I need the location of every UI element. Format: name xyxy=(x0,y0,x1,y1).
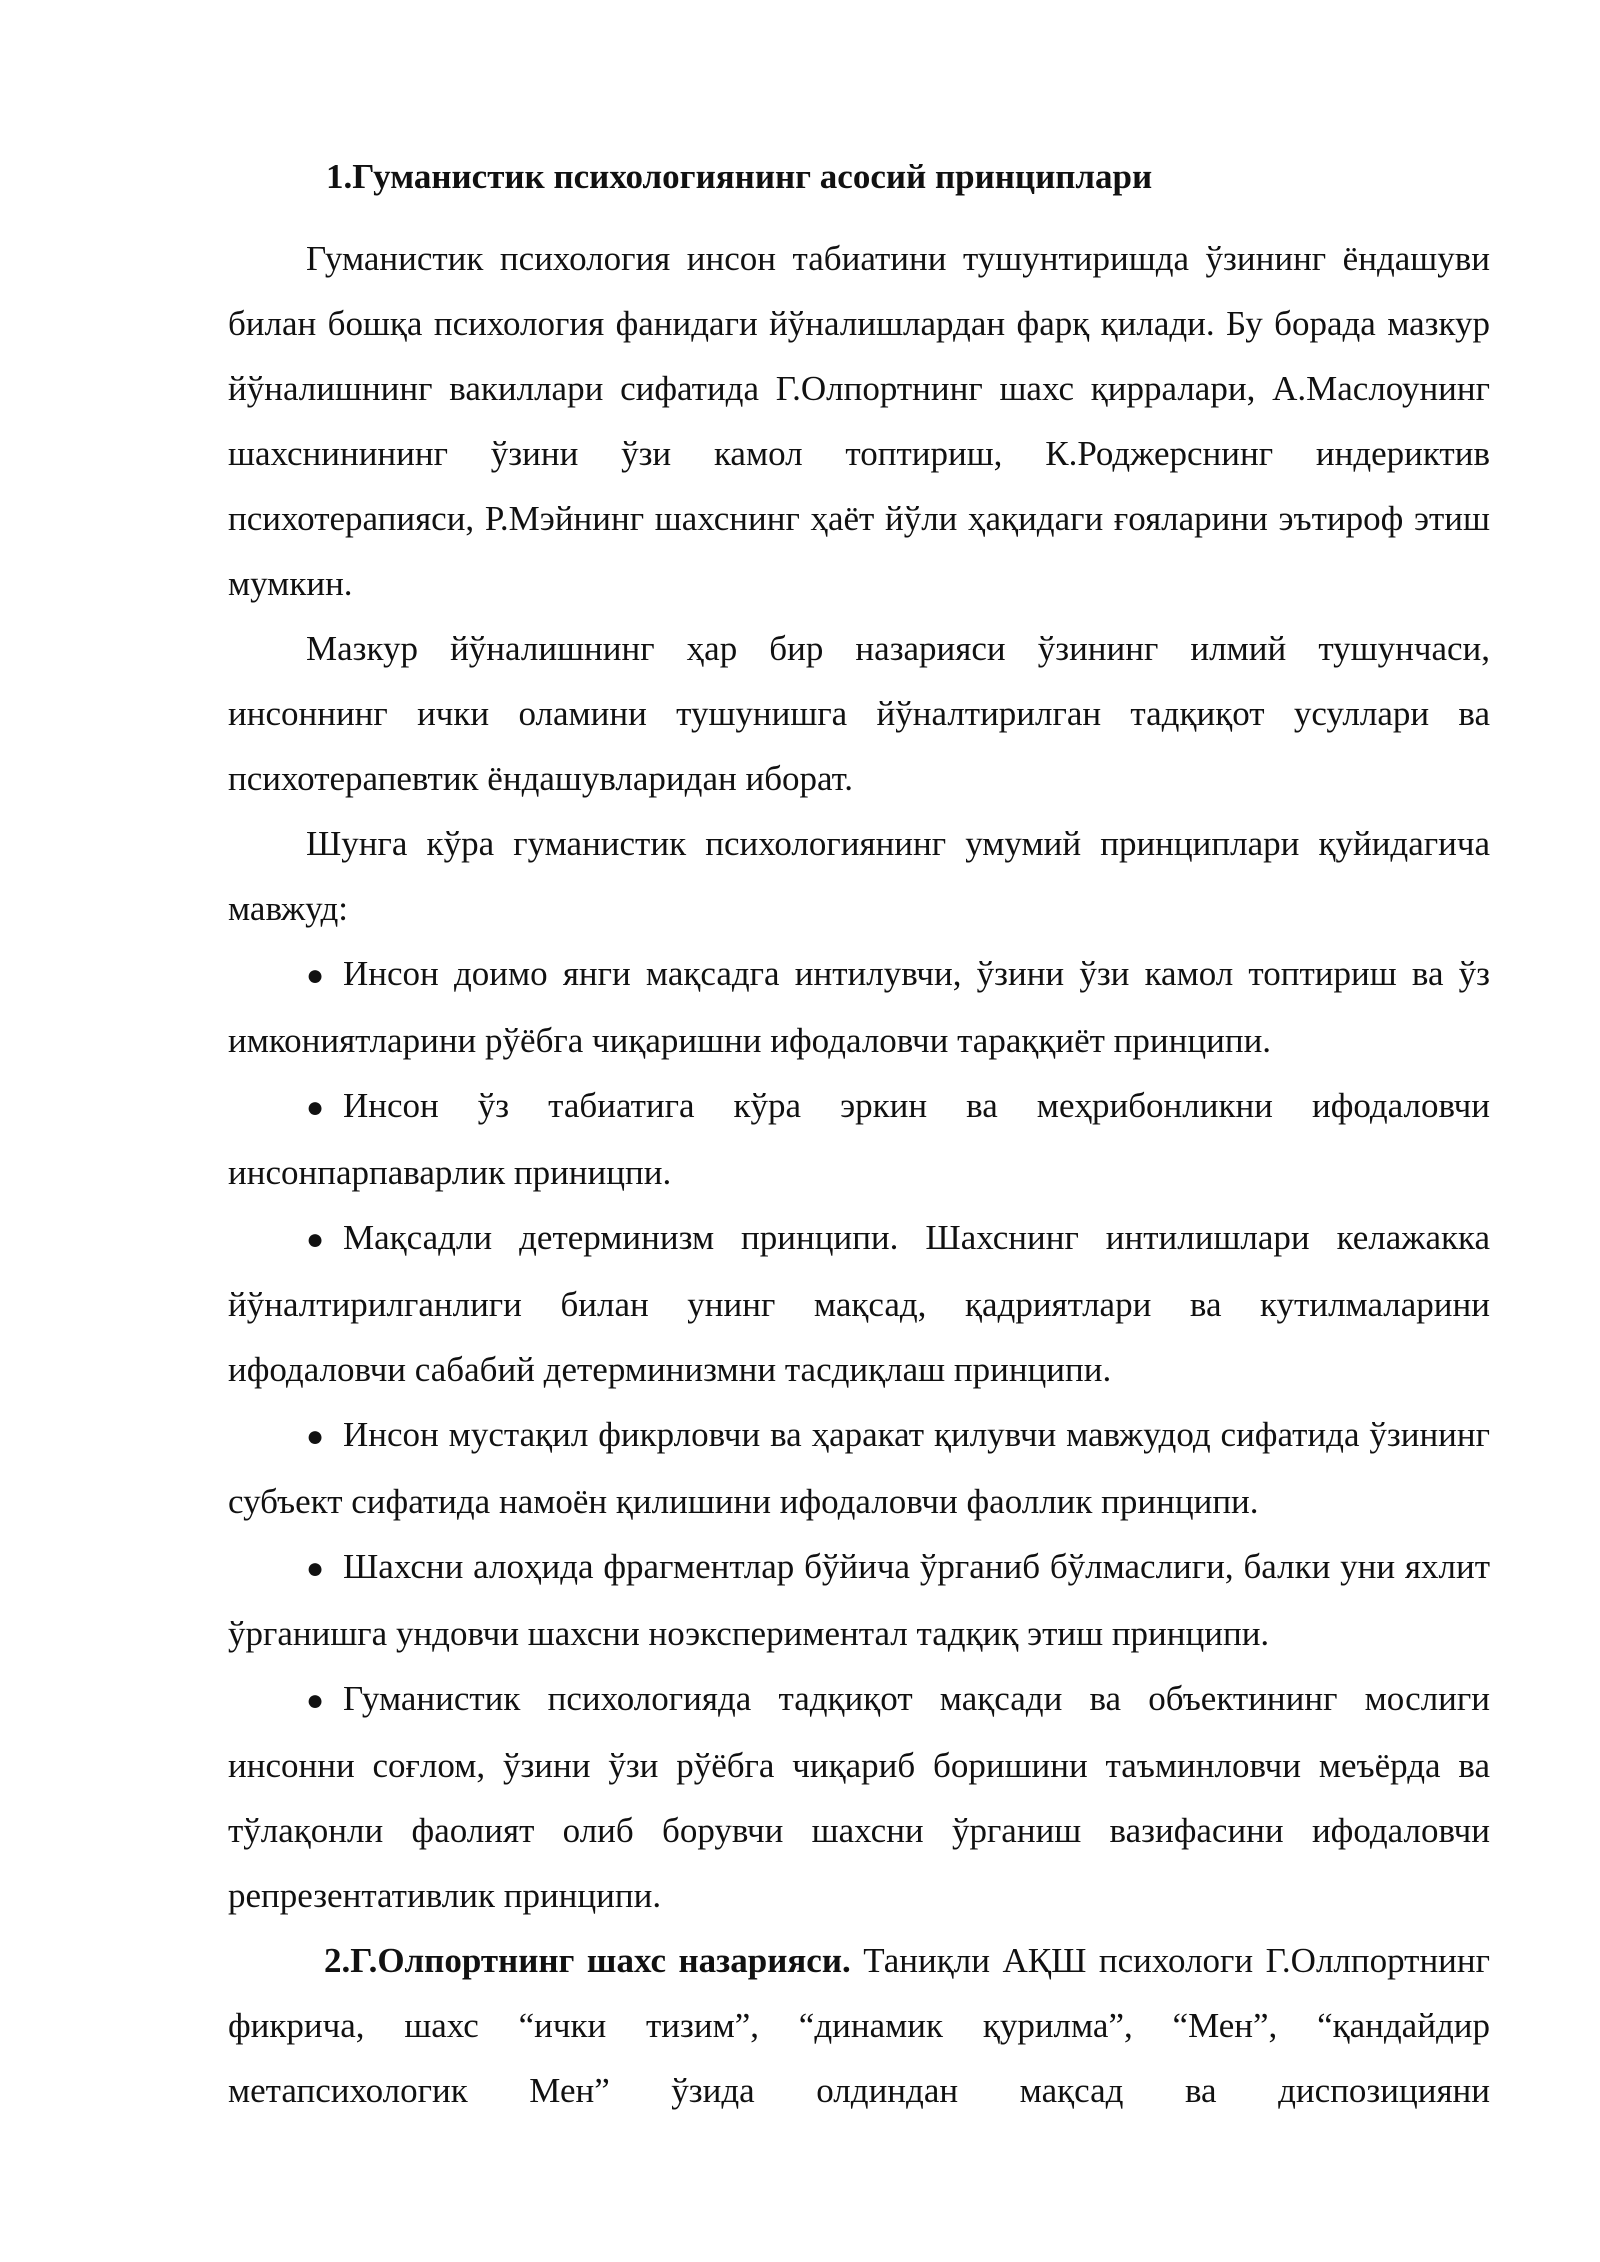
list-item xyxy=(228,1666,1490,1928)
list-item-text: Инсон доимо янги мақсадга интилувчи, ўзини ўзи камол топтириш ва ўз имкониятларини рўёбга чиқаришни ифодаловчи тараққиёт принципи. xyxy=(228,954,1490,1060)
bullet-icon: ● xyxy=(306,1420,325,1453)
section2-text: Таниқли АҚШ психологи Г.Оллпортнинг фикрича, шахс “ички тизим”, “динамик қурилма”, “Мен”, “қандайдир метапсихологик Мен” ўзида олдиндан мақсад ва диспозицияни xyxy=(228,1941,1490,2110)
bullet-icon: ● xyxy=(306,1684,325,1717)
list-item xyxy=(228,1205,1490,1402)
list-item-text: Мақсадли детерминизм принципи. Шахснинг интилишлари келажакка йўналтирилганлиги билан унинг мақсад, қадриятлари ва кутилмаларини ифодаловчи сабабий детерминизмни тасдиқлаш принципи. xyxy=(228,1218,1490,1389)
bullet-icon: ● xyxy=(306,1223,325,1256)
paragraph-intro: Гуманистик психология инсон табиатини тушунтиришда ўзининг ёндашуви билан бошқа психология фанидаги йўналишлардан фарқ қилади. Бу борада мазкур йўналишнинг вакиллари сифатида Г.Олпортнинг шахс қирралари, А.Маслоунинг шахснинининг ўзини ўзи камол топтириш, К.Роджерснинг индериктив психотерапияси, Р.Мэйнинг шахснинг ҳаёт йўли ҳақидаги ғояларини эътироф этиш мумкин. xyxy=(228,239,1490,603)
list-item-text: Инсон ўз табиатига кўра эркин ва меҳрибонликни ифодаловчи инсонпарпаварлик приницпи. xyxy=(228,1086,1490,1192)
list-item xyxy=(228,1402,1490,1534)
list-item-text: Гуманистик психологияда тадқиқот мақсади ва объектининг мослиги инсонни соғлом, ўзини ўзи рўёбга чиқариб боришини таъминловчи меъёрда ва тўлақонли фаолият олиб борувчи шахсни ўрганиш вазифасини ифодаловчи репрезентативлик принципи. xyxy=(228,1679,1490,1915)
bullet-icon: ● xyxy=(306,959,325,992)
bullet-icon: ● xyxy=(306,1552,325,1585)
paragraph-section2 xyxy=(228,1928,1490,2123)
list-item xyxy=(228,1534,1490,1666)
section2-heading: 2.Г.Олпортнинг шахс назарияси. xyxy=(324,1941,851,1980)
principles-list xyxy=(228,941,1490,1928)
document-body xyxy=(228,148,1490,2123)
list-item-text: Шахсни алоҳида фрагментлар бўйича ўрганиб бўлмаслиги, балки уни яхлит ўрганишга ундовчи шахсни ноэкспериментал тадқиқ этиш принципи. xyxy=(228,1547,1490,1653)
paragraph-principles-lead: Шунга кўра гуманистик психологиянинг умумий принциплари қуйидагича мавжуд: xyxy=(228,824,1490,928)
paragraph-theories: Мазкур йўналишнинг ҳар бир назарияси ўзининг илмий тушунчаси, инсоннинг ички оламини тушунишга йўналтирилган тадқиқот усуллари ва психотерапевтик ёндашувларидан иборат. xyxy=(228,629,1490,798)
bullet-icon: ● xyxy=(306,1091,325,1124)
section-title: 1.Гуманистик психологиянинг асосий принциплари xyxy=(326,157,1153,196)
list-item-text: Инсон мустақил фикрловчи ва ҳаракат қилувчи мавжудод сифатида ўзининг субъект сифатида намоён қилишини ифодаловчи фаоллик принципи. xyxy=(228,1415,1490,1521)
list-item xyxy=(228,941,1490,1073)
list-item xyxy=(228,1073,1490,1205)
